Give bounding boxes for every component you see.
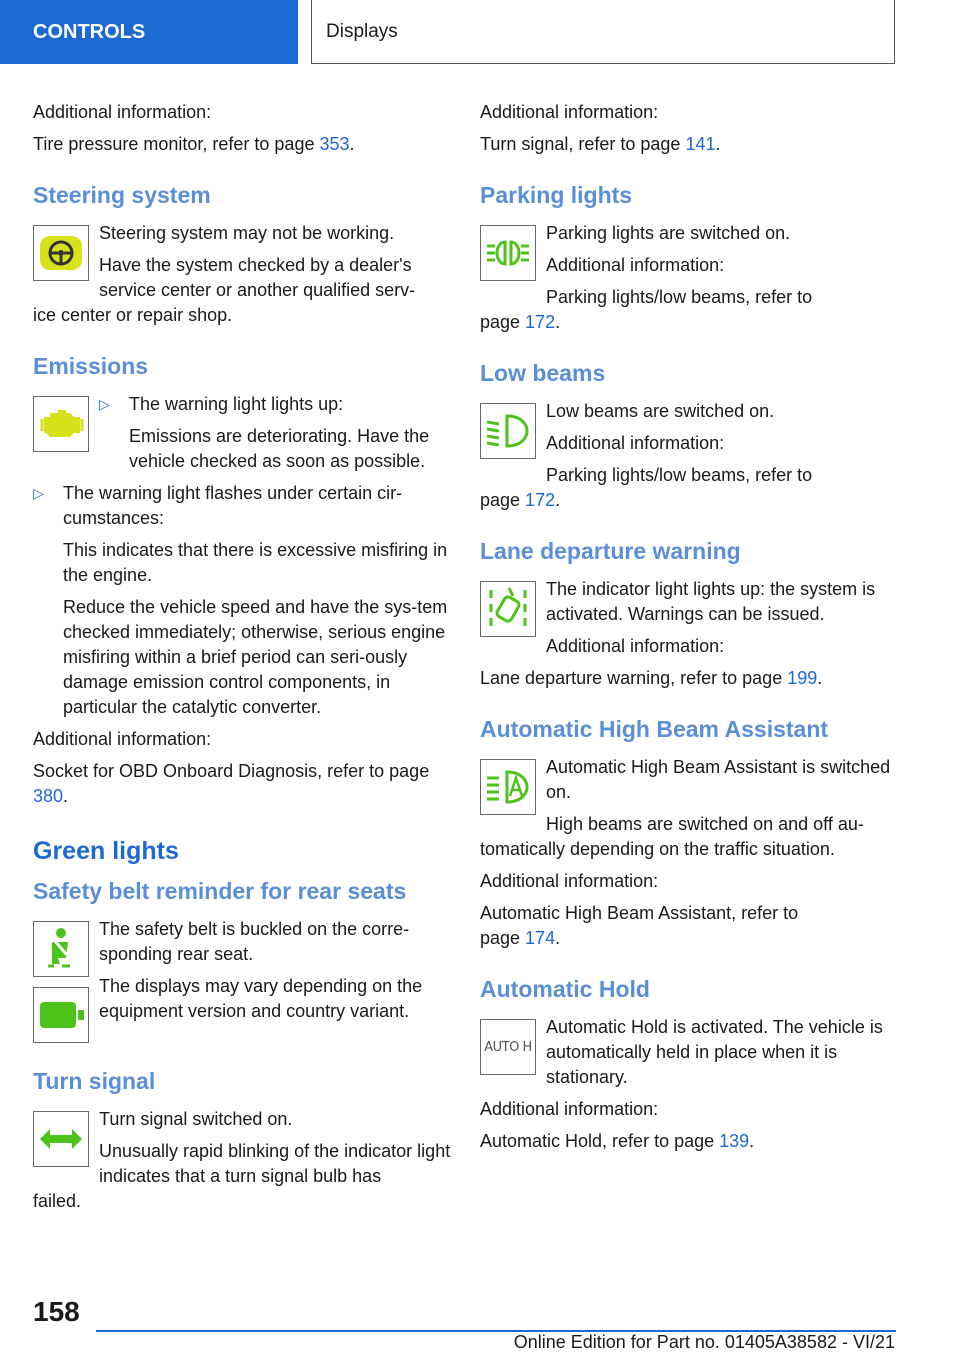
highbeam-ref: page 174. <box>480 928 561 948</box>
section-label: CONTROLS <box>33 20 146 43</box>
safety-block <box>33 917 453 1043</box>
lane-block <box>480 577 900 666</box>
hold-ref: Automatic Hold, refer to page 139. <box>480 1131 755 1151</box>
additional-info-label: Additional information: <box>33 729 212 749</box>
page-link[interactable]: 172 <box>525 312 556 332</box>
heading-automatic-hold: Automatic Hold <box>480 976 650 1002</box>
additional-info-label: Additional information: <box>546 433 725 453</box>
tire-ref: Tire pressure monitor, refer to page 353. <box>33 134 355 154</box>
lane-ref: Lane departure warning, refer to page 199. <box>480 668 823 688</box>
lane-departure-icon <box>480 581 536 637</box>
emissions-bullets <box>99 392 453 481</box>
page-link[interactable]: 139 <box>719 1131 750 1151</box>
auto-hold-icon-text: AUTO H <box>484 1039 532 1055</box>
page-number: 158 <box>33 1296 80 1327</box>
heading-parking-lights: Parking lights <box>480 182 633 208</box>
heading-green-lights: Green lights <box>33 837 179 865</box>
highbeam-ref-1: Automatic High Beam Assistant, refer to <box>480 903 799 923</box>
page-link[interactable]: 172 <box>525 490 556 510</box>
chapter-label: Displays <box>326 20 398 42</box>
additional-info-label: Additional information: <box>480 102 659 122</box>
steering-text-3: ice center or repair shop. <box>33 305 233 325</box>
page-link[interactable]: 380 <box>33 786 64 806</box>
heading-safety-belt: Safety belt reminder for rear seats <box>33 878 407 904</box>
emissions-block <box>33 392 453 481</box>
turn-ref: Turn signal, refer to page 141. <box>480 134 721 154</box>
additional-info-label: Additional information: <box>546 255 725 275</box>
seatbelt-display-icon <box>33 987 89 1043</box>
parking-lights-icon <box>480 225 536 281</box>
additional-info-label: Additional information: <box>480 1099 659 1119</box>
turn-text-3: failed. <box>33 1191 82 1211</box>
steering-block <box>33 221 453 303</box>
low-ref: page 172. <box>480 490 561 510</box>
heading-low-beams: Low beams <box>480 360 606 386</box>
highbeam-text-1: Automatic High Beam Assistant is switched on. <box>546 757 891 802</box>
highbeam-text-2: High beams are switched on and off au- <box>546 814 864 834</box>
steering-text-2: Have the system checked by a dealer's service center or another qualified serv- <box>99 255 416 300</box>
left-column <box>33 100 453 1221</box>
turn-block <box>33 1107 453 1189</box>
heading-high-beam-assistant: Automatic High Beam Assistant <box>480 716 829 742</box>
list-item: ▷ The warning light lights up: Emissions are deteriorating. Have the vehicle checked as soon as possible. <box>99 392 453 474</box>
engine-warning-icon <box>33 396 89 452</box>
heading-lane-departure: Lane departure warning <box>480 538 741 564</box>
hold-block <box>480 1015 900 1097</box>
list-item: ▷ The warning light flashes under certain cir-cumstances: This indicates that there is excessive misfiring in the engine. Reduce the vehicle speed and have the sys-tem checked immediately; otherwise, serious engine misfiring within a brief period can seri-ously damage emission control components, in particular the catalytic converter. <box>33 481 453 720</box>
low-text-1: Low beams are switched on. <box>546 401 775 421</box>
section-tab <box>0 0 298 64</box>
parking-ref: page 172. <box>480 312 561 332</box>
highbeam-block <box>480 755 900 837</box>
heading-steering-system: Steering system <box>33 182 211 208</box>
turn-signal-icon <box>33 1111 89 1167</box>
additional-info-label: Additional information: <box>546 636 725 656</box>
steering-warning-icon <box>33 225 89 281</box>
emissions-bullets-2 <box>33 481 453 720</box>
seatbelt-icon <box>33 921 89 977</box>
turn-text-1: Turn signal switched on. <box>99 1109 293 1129</box>
low-beams-block <box>480 399 900 488</box>
additional-info-label: Additional information: <box>33 102 212 122</box>
edition-text: Online Edition for Part no. 01405A38582 - VI/21 <box>513 1332 895 1352</box>
steering-text-1: Steering system may not be working. <box>99 223 395 243</box>
page-link[interactable]: 353 <box>319 134 350 154</box>
parking-text-2: Parking lights/low beams, refer to <box>546 287 813 307</box>
low-beams-icon <box>480 403 536 459</box>
parking-block <box>480 221 900 310</box>
lane-text-1: The indicator light lights up: the system is activated. Warnings can be issued. <box>546 579 876 624</box>
obd-ref: Socket for OBD Onboard Diagnosis, refer to page 380. <box>33 761 430 806</box>
auto-hold-icon <box>480 1019 536 1075</box>
additional-info-label: Additional information: <box>480 871 659 891</box>
chapter-tab <box>311 0 895 64</box>
hold-text-1: Automatic Hold is activated. The vehicle is automatically held in place when it is stationary. <box>546 1017 883 1087</box>
safety-text-2: The displays may vary depending on the equipment version and country variant. <box>99 976 423 1021</box>
page-link[interactable]: 174 <box>525 928 556 948</box>
parking-text-1: Parking lights are switched on. <box>546 223 791 243</box>
heading-emissions: Emissions <box>33 353 149 379</box>
high-beam-assistant-icon <box>480 759 536 815</box>
right-column <box>480 100 900 1161</box>
page-link[interactable]: 199 <box>787 668 818 688</box>
turn-text-2: Unusually rapid blinking of the indicator light indicates that a turn signal bulb has <box>99 1141 451 1186</box>
safety-text-1: The safety belt is buckled on the corre-sponding rear seat. <box>99 919 410 964</box>
page-link[interactable]: 141 <box>685 134 716 154</box>
low-text-2: Parking lights/low beams, refer to <box>546 465 813 485</box>
highbeam-text-3: tomatically depending on the traffic situation. <box>480 839 835 859</box>
heading-turn-signal: Turn signal <box>33 1068 156 1094</box>
